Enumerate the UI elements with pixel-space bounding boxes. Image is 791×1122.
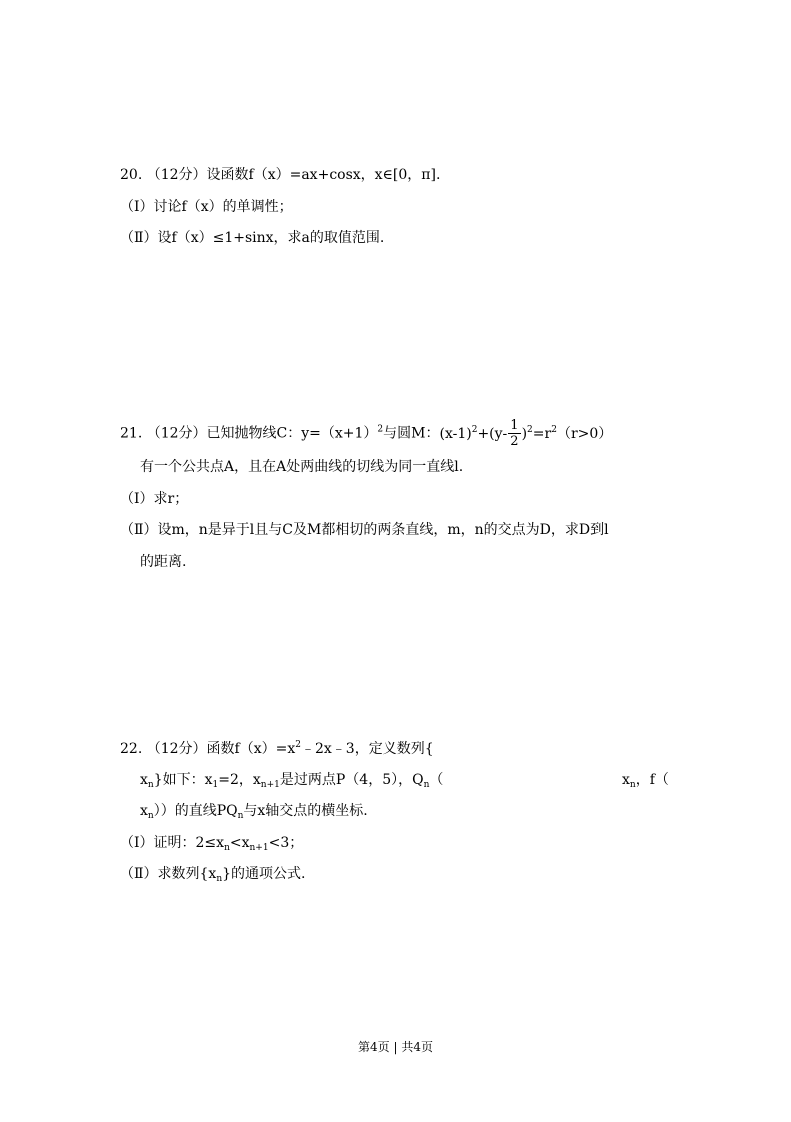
p1-b: <x [229, 835, 250, 851]
q21-circle-equation [439, 418, 613, 449]
eq-rhs: =r [532, 425, 552, 442]
seq-def-b: =2，x [218, 772, 261, 788]
q22-def-line [140, 770, 443, 790]
q21-stem-a: （12分）已知抛物线C：y=（x+1） [146, 425, 378, 442]
eq-condition: （r>0） [556, 425, 613, 442]
q22-part2 [120, 864, 305, 884]
seq-right-b: ，f（ [635, 772, 669, 788]
q20-stem: （12分）设函数f（x）=ax+cosx，x∈[0，π]. [146, 167, 441, 183]
seq-l3-sub-n: n [147, 811, 154, 821]
p2-sub-n: n [216, 874, 223, 884]
q22-stem-line [120, 739, 434, 759]
p1-c: <3； [268, 835, 304, 851]
eq-square-1: 2 [471, 424, 478, 435]
eq-fraction [508, 418, 520, 449]
p1-sub-n: n [224, 843, 230, 853]
p2-b: }的通项公式. [222, 866, 306, 882]
q21-part2-cont: 的距离. [140, 554, 187, 570]
q22-stem-b: ﹣2x﹣3，定义数列{ [300, 741, 434, 757]
p1-sub-n1: n+1 [249, 843, 269, 853]
q21-part1: （Ⅰ）求r； [120, 491, 189, 507]
p1-a: （Ⅰ）证明：2≤x [120, 835, 225, 851]
eq-term-b: +(y- [477, 425, 508, 442]
q22-def-line-2 [140, 801, 368, 821]
q20-number: 20. [120, 167, 143, 183]
seq-l3-a: ））的直线PQ [153, 803, 238, 819]
q20-stem-line [120, 165, 440, 185]
q22-part1 [120, 833, 303, 853]
seq-def-d: （ [429, 772, 444, 788]
eq-square-3: 2 [551, 424, 557, 435]
q22-stem-sup: 2 [295, 740, 301, 750]
seq-right-x: x [622, 772, 630, 788]
seq-l3-b: 与x轴交点的横坐标. [243, 803, 368, 819]
q22-def-line-right [622, 770, 669, 790]
q22-stem-a: （12分）函数f（x）=x [146, 741, 296, 757]
q22-number: 22. [120, 741, 143, 757]
seq-right-sub-n: n [629, 780, 636, 790]
seq-def-a: }如下：x [153, 772, 213, 788]
eq-term-a: (x-1) [439, 425, 472, 442]
seq-l3-sub-qn: n [237, 811, 244, 821]
q21-stem-line [120, 418, 612, 449]
eq-close-paren: ) [521, 425, 528, 442]
q20-part2: （Ⅱ）设f（x）≤1+sinx，求a的取值范围. [120, 230, 385, 246]
q21-part2: （Ⅱ）设m，n是异于l且与C及M都相切的两条直线，m，n的交点为D，求D到l [120, 522, 609, 538]
seq-x: x [140, 772, 148, 788]
fraction-denominator: 2 [510, 434, 519, 449]
q21-stem-b: 与圆M： [383, 425, 440, 442]
seq-sub-qn: n [423, 780, 430, 790]
seq-def-c: 是过两点P（4，5），Q [279, 772, 424, 788]
seq-sub-1: 1 [212, 780, 219, 790]
page-footer: 第4页 | 共4页 [358, 1040, 433, 1054]
seq-sub-n1: n+1 [260, 780, 280, 790]
p2-a: （Ⅱ）求数列{x [120, 866, 217, 882]
q21-stem-sup: 2 [377, 424, 384, 435]
q21-stem-cont: 有一个公共点A，且在A处两曲线的切线为同一直线l. [140, 459, 464, 475]
q21-number: 21. [120, 425, 143, 442]
q20-part1: （Ⅰ）讨论f（x）的单调性； [120, 199, 293, 215]
seq-sub-n: n [147, 780, 154, 790]
seq-l3-x: x [140, 803, 148, 819]
fraction-numerator: 1 [510, 418, 519, 433]
eq-square-2: 2 [527, 424, 533, 435]
